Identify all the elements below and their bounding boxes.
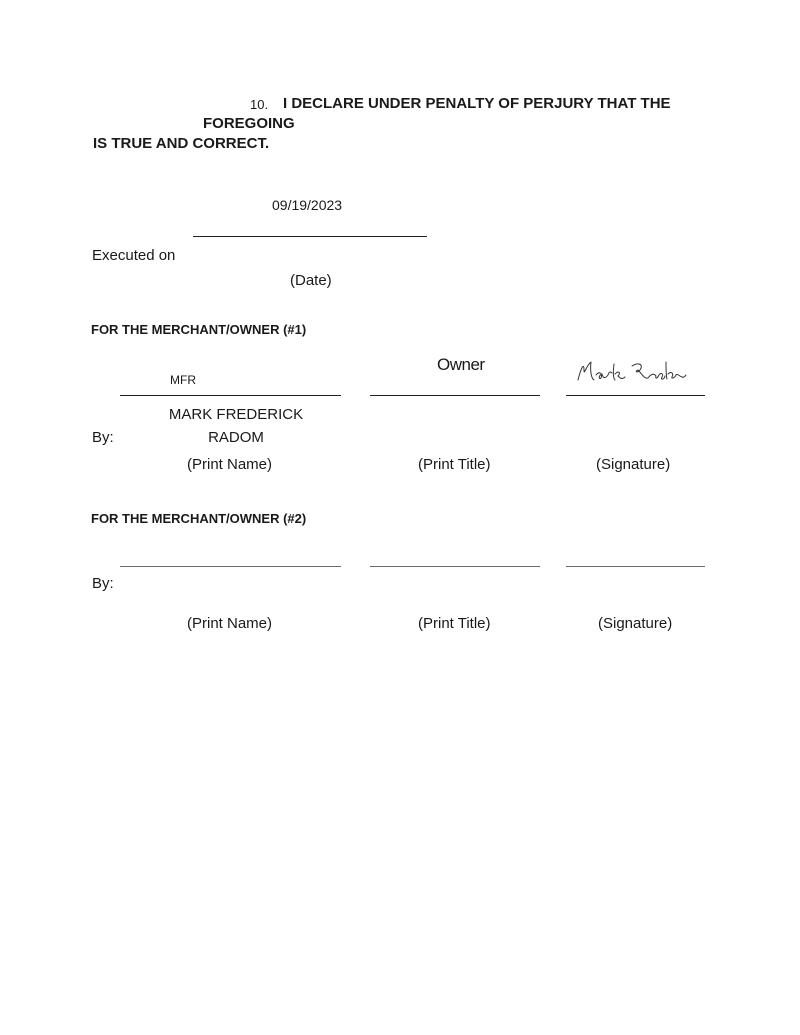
merchant-1-caption-print-title: (Print Title)	[418, 456, 491, 473]
merchant-2-name-line	[120, 566, 341, 567]
date-signature-line	[193, 236, 427, 237]
merchant-1-name-line-2: RADOM	[208, 429, 264, 446]
merchant-1-signature-line	[566, 395, 705, 396]
merchant-2-by-label: By:	[92, 575, 114, 592]
merchant-2-caption-signature: (Signature)	[598, 615, 673, 632]
declaration-line-1: I DECLARE UNDER PENALTY OF PERJURY THAT THE	[283, 95, 671, 112]
merchant-2-heading: FOR THE MERCHANT/OWNER (#2)	[91, 511, 307, 526]
merchant-1-title-line	[370, 395, 540, 396]
merchant-1-heading: FOR THE MERCHANT/OWNER (#1)	[91, 322, 307, 337]
merchant-2-caption-print-title: (Print Title)	[418, 615, 491, 632]
merchant-1-name-line-1: MARK FREDERICK	[168, 406, 304, 423]
merchant-1-caption-print-name: (Print Name)	[187, 456, 273, 473]
merchant-1-title-value: Owner	[437, 355, 485, 374]
merchant-2-caption-print-name: (Print Name)	[187, 615, 273, 632]
merchant-1-name-line	[120, 395, 341, 396]
merchant-1-signature-image	[572, 356, 692, 396]
merchant-1-by-label: By:	[92, 429, 114, 446]
declaration-line-3: IS TRUE AND CORRECT.	[93, 135, 270, 152]
execution-date-value: 09/19/2023	[272, 197, 343, 213]
merchant-2-title-line	[370, 566, 540, 567]
merchant-1-initials: MFR	[170, 373, 196, 387]
date-caption: (Date)	[290, 272, 332, 289]
merchant-2-signature-line	[566, 566, 705, 567]
merchant-1-caption-signature: (Signature)	[596, 456, 671, 473]
declaration-line-2: FOREGOING	[203, 115, 295, 132]
declaration-number: 10.	[250, 97, 269, 112]
executed-on-label: Executed on	[92, 247, 176, 264]
